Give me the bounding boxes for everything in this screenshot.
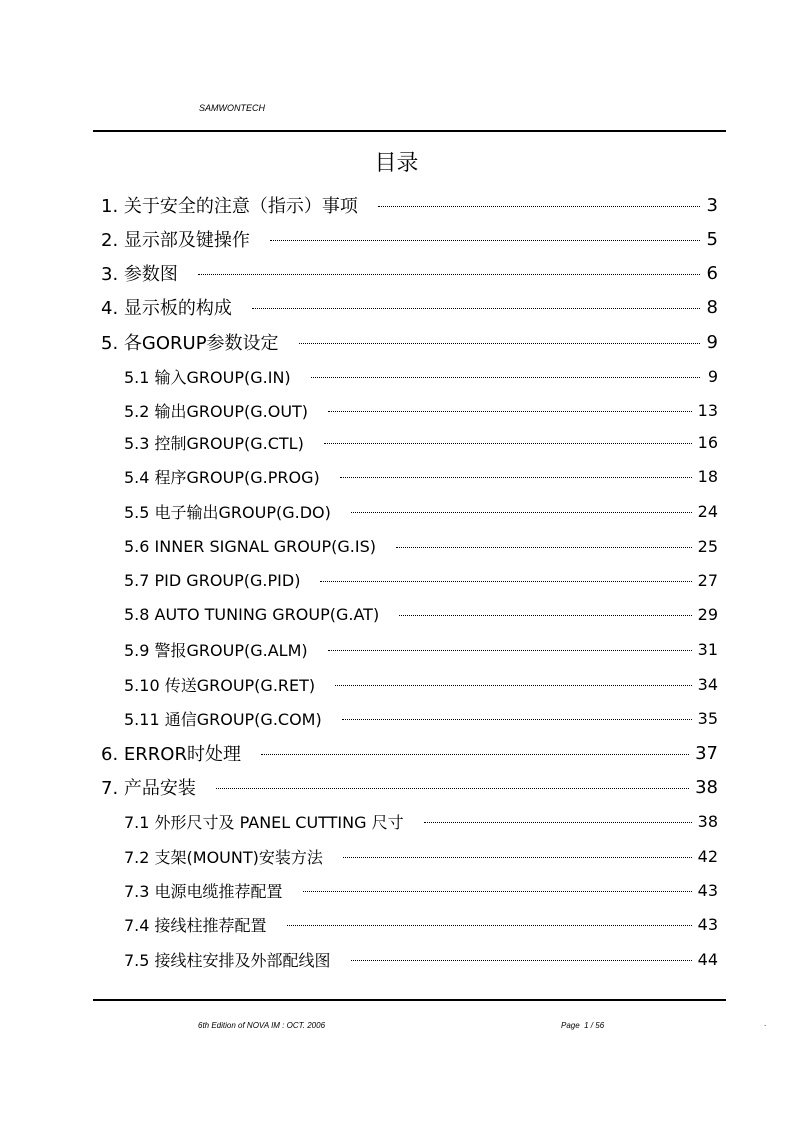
toc-entry-label: 5.6 INNER SIGNAL GROUP(G.IS) xyxy=(124,536,376,556)
toc-entry[interactable] xyxy=(124,499,718,523)
toc-entry[interactable] xyxy=(124,672,718,696)
toc-entry-page: 38 xyxy=(695,776,718,798)
toc-entry-label: 7.1 外形尺寸及 PANEL CUTTING 尺寸 xyxy=(124,812,404,832)
toc-dot-leader xyxy=(287,925,692,926)
toc-dot-leader xyxy=(299,343,700,344)
toc-dot-leader xyxy=(252,308,700,309)
toc-entry-page: 35 xyxy=(697,708,718,728)
toc-entry-page: 24 xyxy=(697,501,718,521)
toc-entry-label: 7. 产品安装 xyxy=(101,778,196,799)
toc-dot-leader xyxy=(351,960,692,961)
toc-entry-label: 5.7 PID GROUP(G.PID) xyxy=(124,570,301,590)
toc-entry-page: 13 xyxy=(697,400,718,420)
toc-entry-label: 4. 显示板的构成 xyxy=(101,298,232,319)
toc-entry[interactable] xyxy=(124,534,718,558)
toc-dot-leader xyxy=(424,822,692,823)
toc-dot-leader xyxy=(335,685,691,686)
toc-entry-label: 7.3 电源电缆推荐配置 xyxy=(124,881,283,901)
toc-entry-label: 5.11 通信GROUP(G.COM) xyxy=(124,709,322,729)
toc-entry-page: 42 xyxy=(697,846,718,866)
toc-entry-page: 18 xyxy=(697,466,718,486)
footer-page-number: Page 1 / 56 xyxy=(561,1021,605,1030)
toc-dot-leader xyxy=(270,240,700,241)
toc-entry-page: 37 xyxy=(695,742,718,764)
footer-rule xyxy=(93,999,726,1001)
toc-entry-label: 5. 各GORUP参数设定 xyxy=(101,333,279,354)
toc-entry-label: 5.2 输出GROUP(G.OUT) xyxy=(124,401,309,421)
toc-dot-leader xyxy=(324,443,692,444)
toc-dot-leader xyxy=(399,615,691,616)
toc-entry[interactable] xyxy=(124,809,718,833)
toc-entry-label: 2. 显示部及键操作 xyxy=(101,230,250,251)
toc-entry-label: 5.4 程序GROUP(G.PROG) xyxy=(124,467,320,487)
toc-dot-leader xyxy=(328,411,692,412)
toc-entry[interactable] xyxy=(124,912,718,936)
toc-entry-page: 27 xyxy=(697,570,718,590)
footer-edition: 6th Edition of NOVA IM : OCT. 2006 xyxy=(198,1021,326,1030)
toc-entry[interactable] xyxy=(124,878,718,902)
toc-entry[interactable] xyxy=(124,398,718,422)
toc-entry[interactable] xyxy=(124,947,718,971)
toc-entry-page: 9 xyxy=(707,366,718,386)
toc-dot-leader xyxy=(342,719,692,720)
toc-dot-leader xyxy=(311,377,700,378)
toc-entry[interactable] xyxy=(101,295,718,319)
toc-entry-label: 6. ERROR时处理 xyxy=(101,744,241,765)
toc-entry-page: 34 xyxy=(697,674,718,694)
toc-entry-page: 44 xyxy=(697,949,718,969)
toc-dot-leader xyxy=(303,891,692,892)
toc-dot-leader xyxy=(378,206,700,207)
toc-entry[interactable] xyxy=(124,364,718,388)
toc-entry[interactable] xyxy=(101,741,718,765)
toc-entry[interactable] xyxy=(124,602,718,626)
toc-dot-leader xyxy=(340,477,692,478)
toc-entry[interactable] xyxy=(124,464,718,488)
toc-dot-leader xyxy=(396,547,692,548)
toc-entry-page: 9 xyxy=(706,331,718,353)
toc-entry-page: 43 xyxy=(697,914,718,934)
page-title: 目录 xyxy=(374,151,419,176)
toc-entry-page: 25 xyxy=(697,536,718,556)
toc-entry[interactable] xyxy=(124,568,718,592)
toc-entry[interactable] xyxy=(124,637,718,661)
toc-entry[interactable] xyxy=(101,775,718,799)
toc-dot-leader xyxy=(261,754,689,755)
toc-entry-label: 5.8 AUTO TUNING GROUP(G.AT) xyxy=(124,604,380,624)
toc-dot-leader xyxy=(328,650,692,651)
toc-entry-page: 8 xyxy=(706,296,718,318)
toc-entry-label: 3. 参数图 xyxy=(101,264,178,285)
toc-entry-label: 7.4 接线柱推荐配置 xyxy=(124,915,267,935)
toc-dot-leader xyxy=(216,788,689,789)
toc-dot-leader xyxy=(198,274,700,275)
toc-entry-label: 1. 关于安全的注意（指示）事项 xyxy=(101,196,358,217)
toc-entry[interactable] xyxy=(101,227,718,251)
toc-dot-leader xyxy=(351,512,692,513)
header-brand: SAMWONTECH xyxy=(199,103,265,113)
toc-entry-label: 5.10 传送GROUP(G.RET) xyxy=(124,675,316,695)
toc-entry-page: 31 xyxy=(697,639,718,659)
toc-entry[interactable] xyxy=(124,430,718,454)
toc-entry-page: 6 xyxy=(706,262,718,284)
toc-entry[interactable] xyxy=(124,706,718,730)
toc-entry-label: 5.5 电子输出GROUP(G.DO) xyxy=(124,502,331,522)
toc-entry-page: 3 xyxy=(706,194,718,216)
toc-entry[interactable] xyxy=(101,261,718,285)
toc-entry-label: 5.3 控制GROUP(G.CTL) xyxy=(124,433,304,453)
toc-entry-page: 38 xyxy=(697,811,718,831)
toc-dot-leader xyxy=(343,857,692,858)
toc-dot-leader xyxy=(320,581,691,582)
toc-entry[interactable] xyxy=(101,330,718,354)
footer-mark: . xyxy=(764,1019,767,1028)
toc-entry[interactable] xyxy=(124,844,718,868)
toc-entry-label: 5.1 输入GROUP(G.IN) xyxy=(124,367,291,387)
toc-entry-label: 7.5 接线柱安排及外部配线图 xyxy=(124,950,331,970)
toc-entry-page: 43 xyxy=(697,880,718,900)
toc-entry[interactable] xyxy=(101,193,718,217)
toc-entry-page: 16 xyxy=(697,432,718,452)
toc-entry-page: 5 xyxy=(706,228,718,250)
toc-entry-label: 5.9 警报GROUP(G.ALM) xyxy=(124,640,308,660)
toc-entry-page: 29 xyxy=(697,604,718,624)
toc-entry-label: 7.2 支架(MOUNT)安装方法 xyxy=(124,847,323,867)
